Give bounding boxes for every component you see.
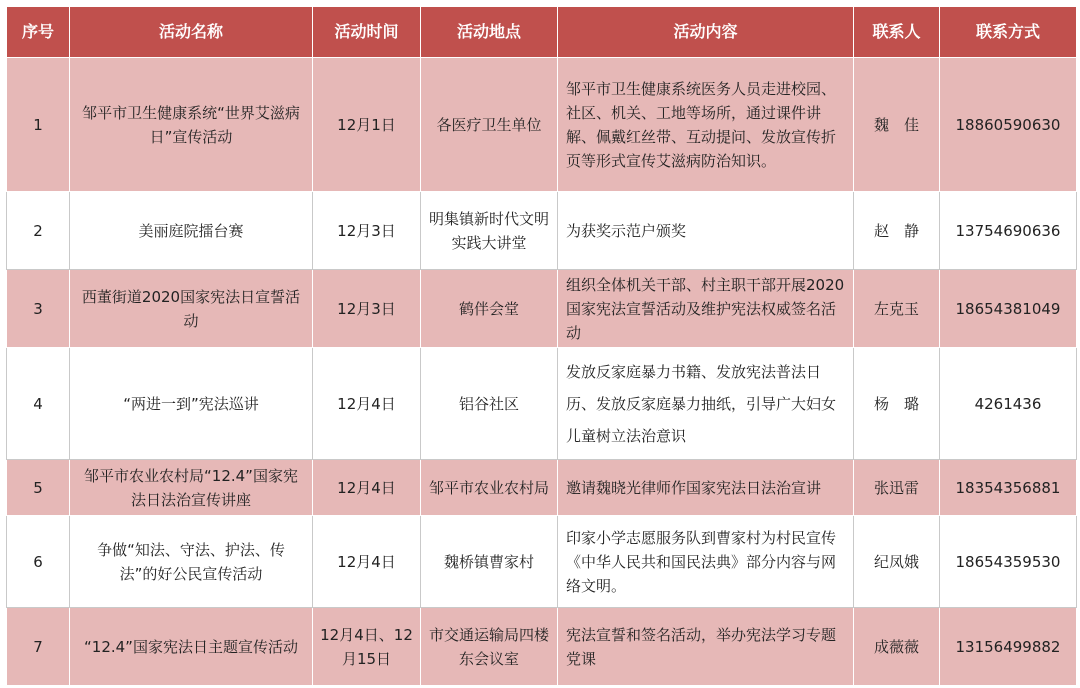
row-place: 市交通运输局四楼东会议室: [421, 608, 558, 686]
row-activity-name: 美丽庭院擂台赛: [70, 192, 313, 270]
row-no: 3: [7, 270, 70, 348]
row-phone: 18654381049: [940, 270, 1077, 348]
row-content: 宪法宣誓和签名活动，举办宪法学习专题党课: [558, 608, 854, 686]
row-content: 组织全体机关干部、村主职干部开展2020国家宪法宣誓活动及维护宪法权威签名活动: [558, 270, 854, 348]
row-phone: 18860590630: [940, 58, 1077, 192]
row-place: 魏桥镇曹家村: [421, 516, 558, 608]
row-place: 邹平市农业农村局: [421, 460, 558, 516]
row-contact: 左克玉: [854, 270, 940, 348]
header-place: 活动地点: [421, 7, 558, 58]
row-time: 12月4日: [313, 460, 421, 516]
row-no: 1: [7, 58, 70, 192]
row-content: 邀请魏晓光律师作国家宪法日法治宣讲: [558, 460, 854, 516]
row-time: 12月3日: [313, 192, 421, 270]
row-no: 4: [7, 348, 70, 460]
row-time: 12月3日: [313, 270, 421, 348]
header-contact: 联系人: [854, 7, 940, 58]
row-contact: 纪凤娥: [854, 516, 940, 608]
row-place: 各医疗卫生单位: [421, 58, 558, 192]
row-content: 发放反家庭暴力书籍、发放宪法普法日历、发放反家庭暴力抽纸，引导广大妇女儿童树立法治意识: [558, 348, 854, 460]
row-activity-name: 邹平市卫生健康系统“世界艾滋病日”宣传活动: [70, 58, 313, 192]
row-time: 12月4日: [313, 348, 421, 460]
row-phone: 13754690636: [940, 192, 1077, 270]
activity-table-container: [6, 6, 1076, 686]
row-no: 5: [7, 460, 70, 516]
row-contact: 赵 静: [854, 192, 940, 270]
table-row: [7, 192, 1077, 270]
row-content: 为获奖示范户颁奖: [558, 192, 854, 270]
table-header-row: [7, 7, 1077, 58]
row-activity-name: “两进一到”宪法巡讲: [70, 348, 313, 460]
row-no: 6: [7, 516, 70, 608]
row-place: 铝谷社区: [421, 348, 558, 460]
header-no: 序号: [7, 7, 70, 58]
table-row: [7, 460, 1077, 516]
row-phone: 13156499882: [940, 608, 1077, 686]
activity-table: [6, 6, 1077, 686]
row-place: 明集镇新时代文明实践大讲堂: [421, 192, 558, 270]
row-time: 12月4日、12月15日: [313, 608, 421, 686]
row-content: 邹平市卫生健康系统医务人员走进校园、社区、机关、工地等场所，通过课件讲解、佩戴红丝带、互动提问、发放宣传折页等形式宣传艾滋病防治知识。: [558, 58, 854, 192]
row-time: 12月1日: [313, 58, 421, 192]
row-place: 鹤伴会堂: [421, 270, 558, 348]
row-contact: 张迅雷: [854, 460, 940, 516]
header-name: 活动名称: [70, 7, 313, 58]
row-phone: 18654359530: [940, 516, 1077, 608]
row-contact: 成薇薇: [854, 608, 940, 686]
table-row: [7, 516, 1077, 608]
row-no: 2: [7, 192, 70, 270]
row-no: 7: [7, 608, 70, 686]
row-activity-name: “12.4”国家宪法日主题宣传活动: [70, 608, 313, 686]
row-time: 12月4日: [313, 516, 421, 608]
header-phone: 联系方式: [940, 7, 1077, 58]
table-row: [7, 348, 1077, 460]
row-activity-name: 西董街道2020国家宪法日宣誓活动: [70, 270, 313, 348]
table-row: [7, 58, 1077, 192]
row-contact: 魏 佳: [854, 58, 940, 192]
row-activity-name: 争做“知法、守法、护法、传法”的好公民宣传活动: [70, 516, 313, 608]
row-contact: 杨 璐: [854, 348, 940, 460]
header-content: 活动内容: [558, 7, 854, 58]
header-time: 活动时间: [313, 7, 421, 58]
table-row: [7, 270, 1077, 348]
row-phone: 18354356881: [940, 460, 1077, 516]
row-phone: 4261436: [940, 348, 1077, 460]
row-content: 印家小学志愿服务队到曹家村为村民宣传《中华人民共和国民法典》部分内容与网络文明。: [558, 516, 854, 608]
table-row: [7, 608, 1077, 686]
row-activity-name: 邹平市农业农村局“12.4”国家宪法日法治宣传讲座: [70, 460, 313, 516]
